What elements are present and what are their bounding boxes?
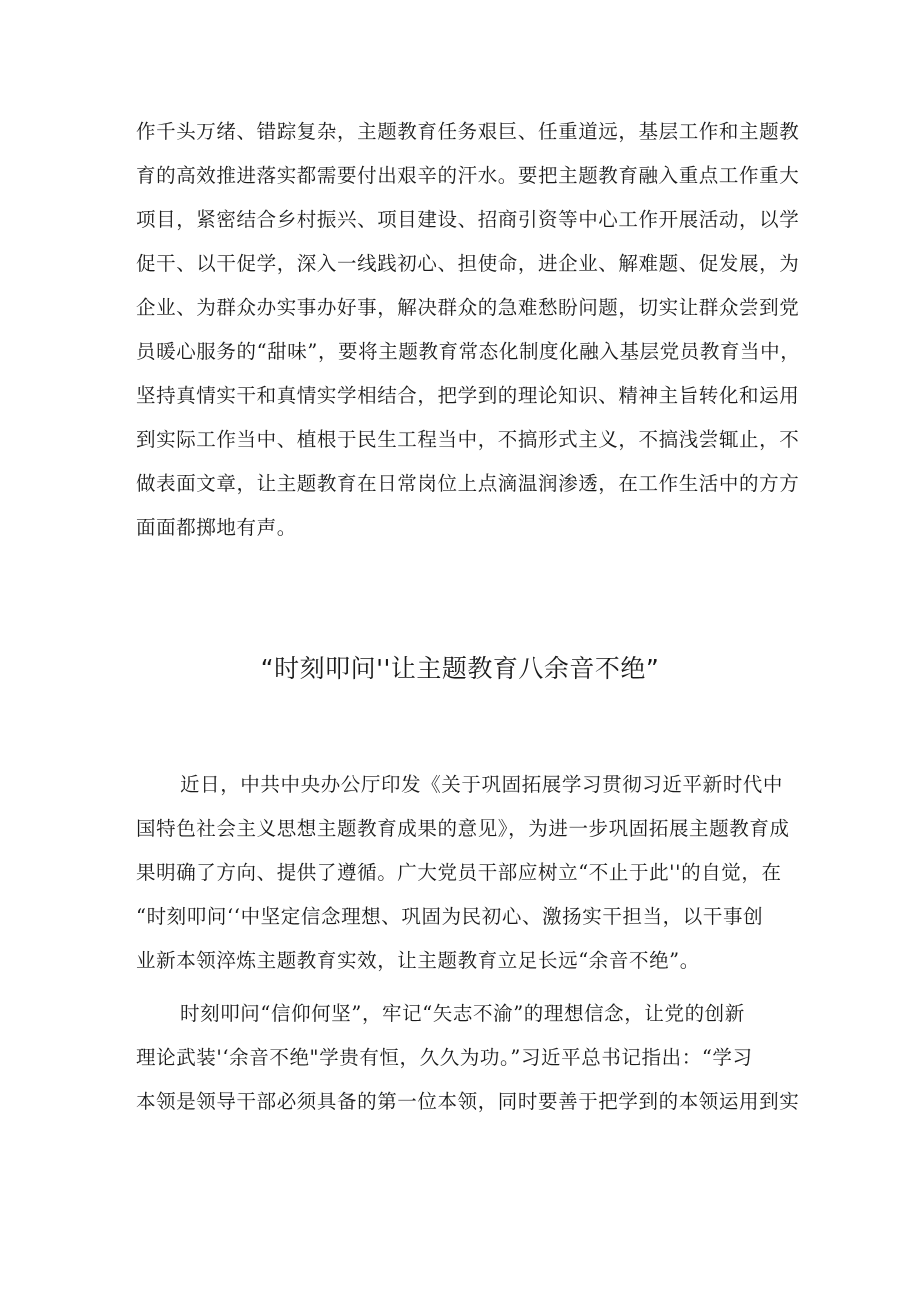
- paragraph-line: 国特色社会主义思想主题教育成果的意见》，为进一步巩固拓展主题教育成: [136, 817, 790, 840]
- paragraph-line: 理论武装'‘余音不绝"学贵有恒，久久为功。”习近平总书记指出：“学习: [136, 1046, 753, 1069]
- paragraph-line: 坚持真情实干和真情实学相结合，把学到的理论知识、精神主旨转化和运用: [136, 384, 800, 407]
- paragraph-line: 做表面文章，让主题教育在日常岗位上点滴温润渗透，在工作生活中的方方: [136, 472, 800, 495]
- paragraph-line: 项目，紧密结合乡村振兴、项目建设、招商引资等中心工作开展活动，以学: [136, 208, 800, 231]
- paragraph-line: 果明确了方向、提供了遵循。广大党员干部应树立“不止于此''的自觉，在: [136, 861, 782, 884]
- paragraph-line: 作千头万绪、错踪复杂，主题教育任务艰巨、任重道远，基层工作和主题教: [136, 120, 800, 143]
- paragraph-line: 业新本领淬炼主题教育实效，让主题教育立足长远“余音不绝”。: [136, 949, 700, 972]
- paragraph-line: 企业、为群众办实事办好事，解决群众的急难愁盼问题，切实让群众尝到党: [136, 296, 800, 319]
- paragraph-line: 时刻叩问“信仰何坚”，牢记“矢志不渝”的理想信念，让党的创新: [180, 1002, 745, 1025]
- paragraph-line: 员暖心服务的“甜味”，要将主题教育常态化制度化融入基层党员教育当中，: [136, 340, 801, 363]
- paragraph-line: 近日，中共中央办公厅印发《关于巩固拓展学习贯彻习近平新时代中: [180, 773, 784, 796]
- paragraph-line: 育的高效推进落实都需要付出艰辛的汗水。要把主题教育融入重点工作重大: [136, 164, 800, 187]
- article-title: “时刻叩问''让主题教育八余音不绝”: [260, 654, 660, 683]
- paragraph-line: “时刻叩问‘‘中坚定信念理想、巩固为民初心、激扬实干担当，以干事创: [136, 905, 764, 928]
- paragraph-line: 促干、以干促学，深入一线践初心、担使命，进企业、解难题、促发展，为: [136, 252, 800, 275]
- paragraph-line: 面面都掷地有声。: [136, 516, 297, 539]
- paragraph-line: 本领是领导干部必须具备的第一位本领，同时要善于把学到的本领运用到实: [136, 1090, 800, 1113]
- paragraph-line: 到实际工作当中、植根于民生工程当中，不搞形式主义，不搞浅尝辄止，不: [136, 428, 800, 451]
